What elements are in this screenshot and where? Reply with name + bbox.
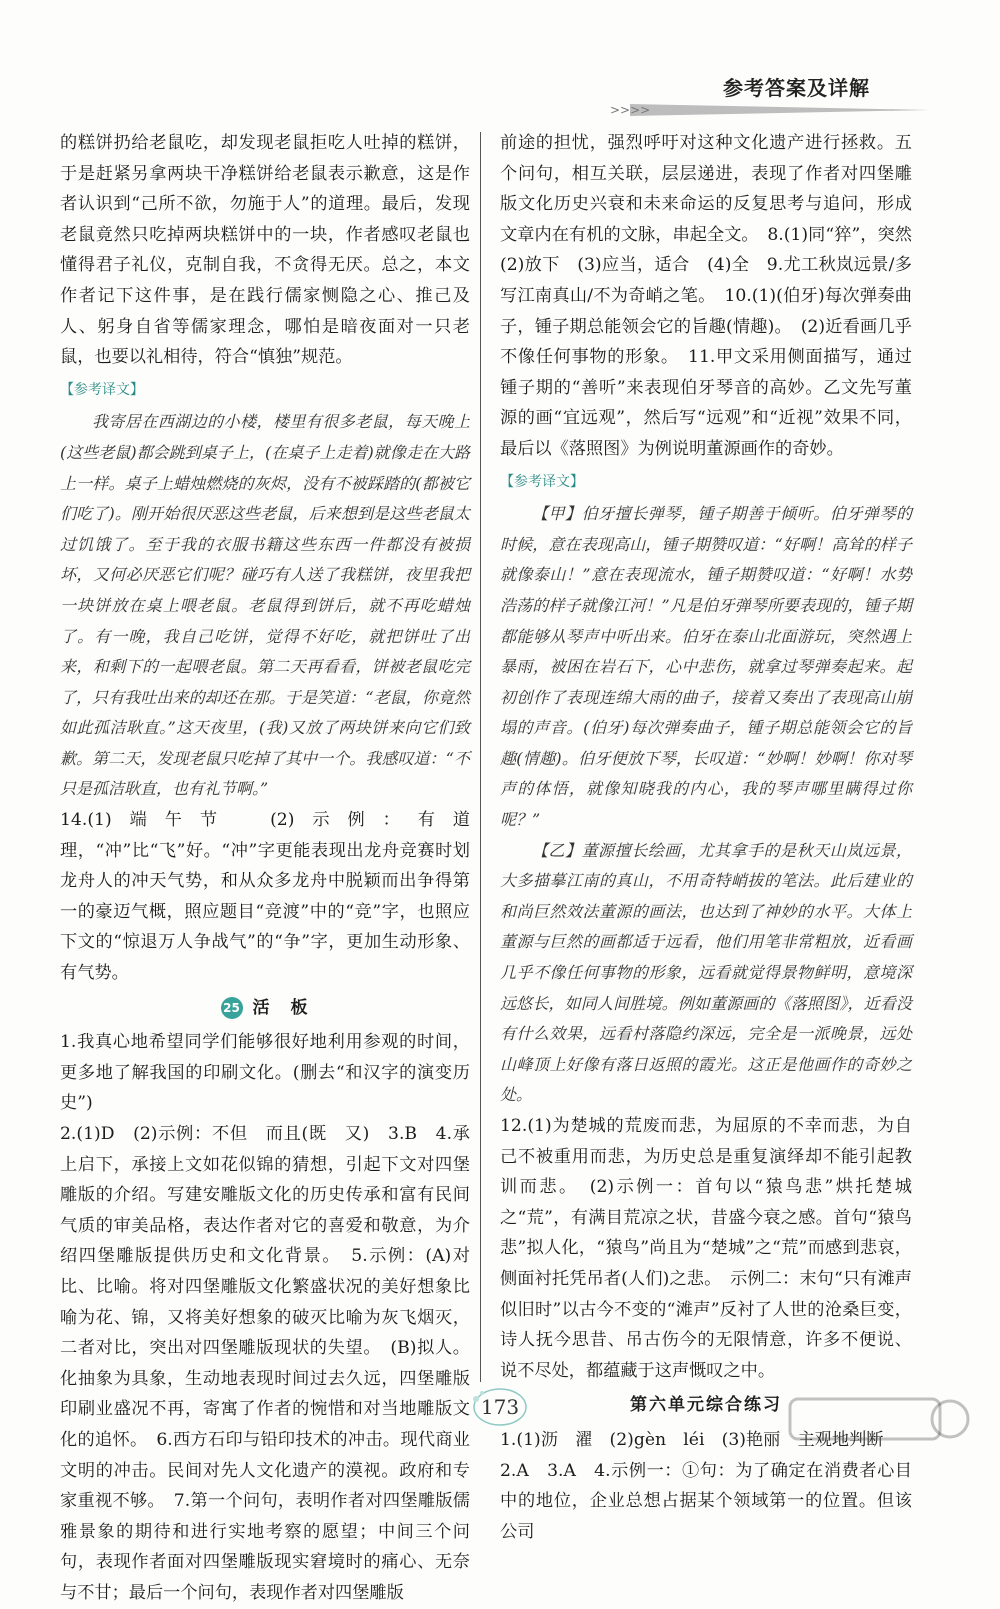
unit-answer-1: 1.(1)沥 濯 (2)gèn léi (3)艳丽 主观地判断 (500, 1429, 884, 1450)
answer-paragraph-continued: 前途的担忧，强烈呼吁对这种文化遗产进行拯救。五个问句，相互关联，层层递进，表现了作者对四堡雕版文化历史兴衰和未来命运的反复思考与追问，形成文章内在有机的文脉，串起全文。 8.(1)同“猝”，突然 (2)放下 (3)应当，适合 (4)全 9.尤工秋岚远景/多写江南真山/不为奇峭之笔。 10.(1)(伯牙)每次弹奏曲子，锺子期总能领会它的旨趣(情趣)。 (2)近看画几乎不像任何事物的形象。 11.甲文采用侧面描写，通过锺子期的“善听”来表现伯牙琴音的高妙。乙文先写董源的画“宜远观”，然后写“远观”和“近视”效果不同，最后以《落照图》为例说明董源画作的奇妙。 (500, 133, 930, 459)
right-column (500, 128, 930, 1547)
unit-exercise-heading: 第六单元综合练习 (630, 1395, 782, 1416)
translation-yi: 【乙】董源擅长绘画，尤其拿手的是秋天山岚远景，大多描摹江南的真山，不用奇特峭拔的笔法。此后建业的和尚巨然效法董源的画法，也达到了神妙的水平。大体上董源与巨然的画都适于远看，他们用笔非常粗放，近看画几乎不像任何事物的形象，远看就觉得景物鲜明，意境深远悠长，如同人间胜境。例如董源画的《落照图》，近看没有什么效果，远看村落隐约深远，完全是一派晚景，远处山峰顶上好像有落日返照的霞光。这正是他画作的奇妙之处。 (500, 840, 912, 1105)
section-title: 活 板 (252, 997, 310, 1018)
answer-2-7: 2.(1)D (2)示例：不但 而且(既 又) 3.B 4.承上启下，承接上文如花似锦的猜想，引起下文对四堡雕版的介绍。写建安雕版文化的历史传承和富有民间气质的审美品格，表达作者对它的喜爱和敬意，为介绍四堡雕版提供历史和文化背景。 5.示例：(A)对比、比喻。将对四堡雕版文化繁盛状况的美好想象比喻为花、锦，又将美好想象的破灭比喻为灰飞烟灭，二者对比，突出对四堡雕版现状的失望。 (B)拟人。化抽象为具象，生动地表现时间过去久远，四堡雕版印刷业盛况不再，寄寓了作者的惋惜和对当地雕版文化的追怀。 6.西方石印与铅印技术的冲击。现代商业文明的冲击。民间对先人文化遗产的漠视。政府和专家重视不够。 7.第一个问句，表明作者对四堡雕版儒雅景象的期待和进行实地考察的愿望；中间三个问句，表现作者面对四堡雕版现实窘境时的痛心、无奈与不甘；最后一个问句，表现作者对四堡雕版 (60, 1124, 470, 1603)
unit-answer-2-4: 2.A 3.A 4.示例一：①句：为了确定在消费者心目中的地位，企业总想占据某个领域第一的位置。但该公司 (500, 1460, 912, 1542)
answer-paragraph: 的糕饼扔给老鼠吃，却发现老鼠拒吃人吐掉的糕饼，于是赶紧另拿两块干净糕饼给老鼠表示歉意，这是作者认识到“己所不欲，勿施于人”的道理。最后，发现老鼠竟然只吃掉两块糕饼中的一块，作者感叹老鼠也懂得君子礼仪，克制自我，不贪得无厌。总之，本文作者记下这件事，是在践行儒家恻隐之心、推己及人、躬身自省等儒家理念，哪怕是暗夜面对一只老鼠，也要以礼相待，符合“慎独”规范。 (60, 133, 470, 368)
reference-translation: 我寄居在西湖边的小楼，楼里有很多老鼠，每天晚上(这些老鼠)都会跳到桌子上，(在桌子上走着)就像走在大路上一样。桌子上蜡烛燃烧的灰烬，没有不被踩踏的(都被它们吃了)。刚开始很厌恶这些老鼠，后来想到是这些老鼠太过饥饿了。至于我的衣服书籍这些东西一件都没有被损坏，又何必厌恶它们呢？碰巧有人送了我糕饼，夜里我把一块饼放在桌上喂老鼠。老鼠得到饼后，就不再吃蜡烛了。有一晚，我自己吃饼，觉得不好吃，就把饼吐了出来，和剩下的一起喂老鼠。第二天再看看，饼被老鼠吃完了，只有我吐出来的却还在那。于是笑道：“老鼠，你竟然如此孤洁耿直。”这天夜里，(我)又放了两块饼来向它们致歉。第二天，发现老鼠只吃掉了其中一个。我感叹道：“不只是孤洁耿直，也有礼节啊。” (60, 412, 470, 799)
watermark-logo (780, 1391, 980, 1461)
page-number-text: 173 (480, 1395, 520, 1419)
page-header (0, 0, 1000, 130)
section-number-badge: 25 (221, 997, 243, 1019)
svg-text:>>>>: >>>> (610, 103, 651, 117)
section-heading (60, 993, 470, 1024)
header-title: 参考答案及详解 (723, 76, 870, 100)
answer-1: 1.我真心地希望同学们能够很好地利用参观的时间，更多地了解我国的印刷文化。(删去“和汉字的演变历史”) (60, 1032, 470, 1114)
column-divider (480, 132, 481, 1382)
translation-jia: 【甲】伯牙擅长弹琴，锺子期善于倾听。伯牙弹琴的时候，意在表现高山，锺子期赞叹道：“好啊！高耸的样子就像泰山！”意在表现流水，锺子期赞叹道：“好啊！水势浩荡的样子就像江河！”凡是伯牙弹琴所要表现的，锺子期都能够从琴声中听出来。伯牙在泰山北面游玩，突然遇上暴雨，被困在岩石下，心中悲伤，就拿过琴弹奏起来。起初创作了表现连绵大雨的曲子，接着又奏出了表现高山崩塌的声音。(伯牙)每次弹奏曲子，锺子期总能领会它的旨趣(情趣)。伯牙便放下琴，长叹道：“妙啊！妙啊！你对琴声的体悟，就像知晓我的内心，我的琴声哪里瞒得过你呢？” (500, 504, 912, 830)
left-column (60, 128, 470, 1609)
answer-14: 14.(1)端午节 (2)示例：有道理，“冲”比“飞”好。“冲”字更能表现出龙舟竞赛时划龙舟人的冲天气势，和从众多龙舟中脱颖而出争得第一的豪迈气概，照应题目“竞渡”中的“竞”字，也照应下文的“惊退万人争战气”的“争”字，更加生动形象、有气势。 (60, 810, 470, 984)
page-number (470, 1385, 530, 1429)
reference-translation-tag: 【参考译文】 (500, 473, 584, 490)
reference-translation-tag: 【参考译文】 (60, 381, 144, 398)
header-decorative-rule (610, 100, 950, 118)
watermark-logo-icon (780, 1391, 980, 1461)
answer-12: 12.(1)为楚城的荒废而悲，为屈原的不幸而悲，为自己不被重用而悲，为历史总是重复演绎却不能引起教训而悲。 (2)示例一：首句以“猿鸟悲”烘托楚城之“荒”，有满目荒凉之状，昔盛今衰之感。首句“猿鸟悲”拟人化，“猿鸟”尚且为“楚城”之“荒”而感到悲哀，侧面衬托凭吊者(人们)之悲。 示例二：末句“只有滩声似旧时”以古今不变的“滩声”反衬了人世的沧桑巨变，诗人抚今思昔、吊古伤今的无限情意，许多不便说、说不尽处，都蕴藏于这声慨叹之中。 (500, 1116, 912, 1381)
